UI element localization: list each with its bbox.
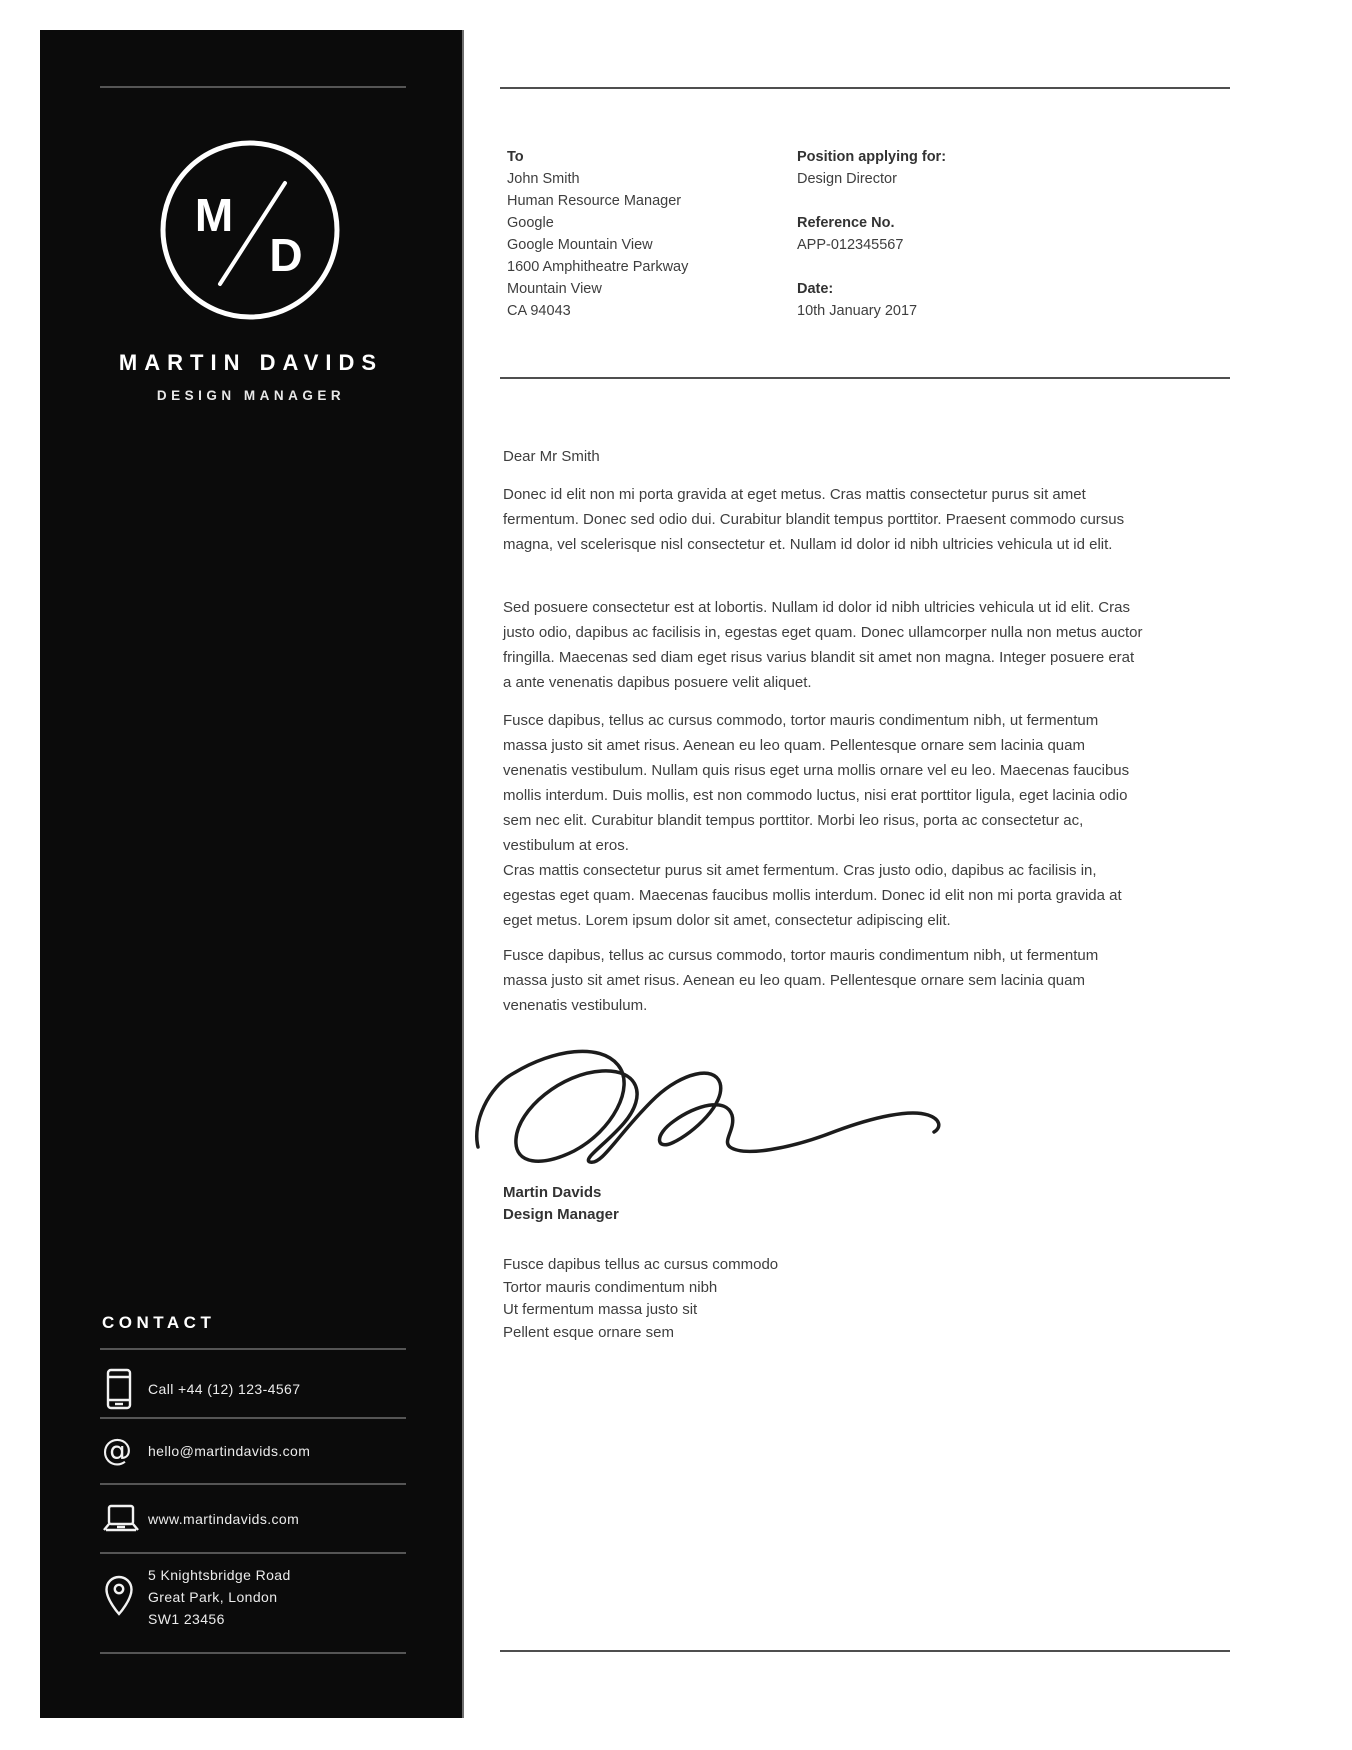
postal-address [148, 1564, 291, 1630]
address-line: Great Park, London [148, 1589, 278, 1605]
handwritten-signature [470, 1035, 950, 1180]
meta-date [797, 278, 946, 322]
signer-block [503, 1182, 619, 1226]
email-icon: @ [102, 1433, 133, 1468]
body-paragraph: Sed posuere consectetur est at lobortis. Nullam id dolor id nibh ultricies vehicula ut id elit. Cras justo odio, dapibus ac facilisis in, egestas eget quam. Donec ullamcorper nulla non metus auctor fringilla. Maecenas sed diam eget risus varius blandit sit amet non magna. Integer posuere erat a ante venenatis dapibus posuere velit aliquet. [503, 599, 1143, 691]
website-url: www.martindavids.com [148, 1510, 300, 1527]
contact-heading: CONTACT [102, 1313, 216, 1332]
contact-item-website [40, 1485, 462, 1552]
contact-item-address [40, 1564, 462, 1652]
recipient-block [507, 146, 688, 322]
signer-name: Martin Davids [503, 1184, 602, 1201]
letter-meta-block [797, 146, 946, 344]
recipient-line: John Smith [507, 171, 580, 187]
body-paragraph: Fusce dapibus, tellus ac cursus commodo, tortor mauris condimentum nibh, ut fermentum massa justo sit amet risus. Aenean eu leo quam. Pellentesque ornare sem lacinia quam venenatis vestibulum. Nullam quis risus eget urna mollis ornare vel eu leo. Maecenas faucibus mollis interdum. Duis mollis, est non commodo luctus, nisi erat porttitor ligula, eget lacinia odio sem nec elit. Curabitur blandit tempus porttitor. Morbi leo risus, porta ac consectetur ac, vestibulum at eros. [503, 712, 1130, 854]
address-line: SW1 23456 [148, 1611, 225, 1627]
recipient-line: Google [507, 215, 554, 231]
recipient-line: 1600 Amphitheatre Parkway [507, 259, 689, 275]
recipient-label: To [507, 149, 524, 165]
meta-position [797, 146, 946, 190]
meta-label: Date: [797, 281, 834, 297]
phone-icon [102, 1368, 142, 1410]
signer-title: Design Manager [503, 1206, 619, 1223]
body-paragraph: Fusce dapibus, tellus ac cursus commodo, tortor mauris condimentum nibh, ut fermentum massa justo sit amet risus. Aenean eu leo quam. Pellentesque ornare sem lacinia quam venenatis vestibulum. [503, 947, 1099, 1014]
recipient-line: Google Mountain View [507, 237, 653, 253]
laptop-icon [102, 1503, 142, 1535]
meta-value: Design Director [797, 171, 897, 187]
location-pin-icon [102, 1574, 142, 1618]
recipient-line: CA 94043 [507, 303, 571, 319]
meta-label: Position applying for: [797, 149, 947, 165]
logo-letter-d: D [269, 229, 303, 281]
closing-line: Fusce dapibus tellus ac cursus commodo [503, 1256, 779, 1273]
closing-lines [503, 1254, 778, 1344]
contact-divider [100, 1552, 406, 1554]
logo-letter-m: M [194, 189, 234, 241]
letter-top-rule [500, 87, 1230, 89]
phone-number: Call +44 (12) 123-4567 [148, 1380, 301, 1397]
person-name: MARTIN DAVIDS [118, 350, 384, 375]
person-title: DESIGN MANAGER [156, 388, 346, 403]
letter-bottom-rule [500, 1650, 1230, 1652]
meta-reference [797, 212, 946, 256]
body-paragraph: Cras mattis consectetur purus sit amet fermentum. Cras justo odio, dapibus ac facilisis in, egestas eget quam. Maecenas faucibus mollis interdum. Donec id elit non mi porta gravida at eget metus. Lorem ipsum dolor sit amet, consectetur adipiscing elit. [503, 862, 1122, 929]
email-address: hello@martindavids.com [148, 1443, 311, 1459]
contact-divider [100, 1652, 406, 1654]
salutation: Dear Mr Smith [503, 448, 600, 465]
body-paragraph: Donec id elit non mi porta gravida at eget metus. Cras mattis consectetur purus sit amet fermentum. Donec sed odio dui. Curabitur blandit tempus porttitor. Praesent commodo cursus magna, vel scelerisque nisl consectetur et. Nullam id dolor id nibh ultricies vehicula ut id elit. [503, 486, 1125, 553]
recipient-line: Mountain View [507, 281, 602, 297]
meta-value: APP-012345567 [797, 237, 904, 253]
address-line: 5 Knightsbridge Road [148, 1567, 291, 1583]
contact-item-phone [40, 1360, 462, 1417]
closing-line: Pellent esque ornare sem [503, 1323, 674, 1341]
sidebar-top-divider [100, 86, 406, 88]
contact-divider [100, 1348, 406, 1350]
contact-item-email [40, 1419, 462, 1483]
closing-line: Tortor mauris condimentum nibh [503, 1278, 718, 1296]
letter-header-rule [500, 377, 1230, 379]
monogram-logo-icon [158, 138, 342, 322]
closing-line: Ut fermentum massa justo sit [503, 1301, 698, 1318]
sidebar [40, 30, 464, 1718]
meta-value: 10th January 2017 [797, 303, 918, 319]
meta-label: Reference No. [797, 215, 895, 231]
recipient-line: Human Resource Manager [507, 193, 682, 209]
